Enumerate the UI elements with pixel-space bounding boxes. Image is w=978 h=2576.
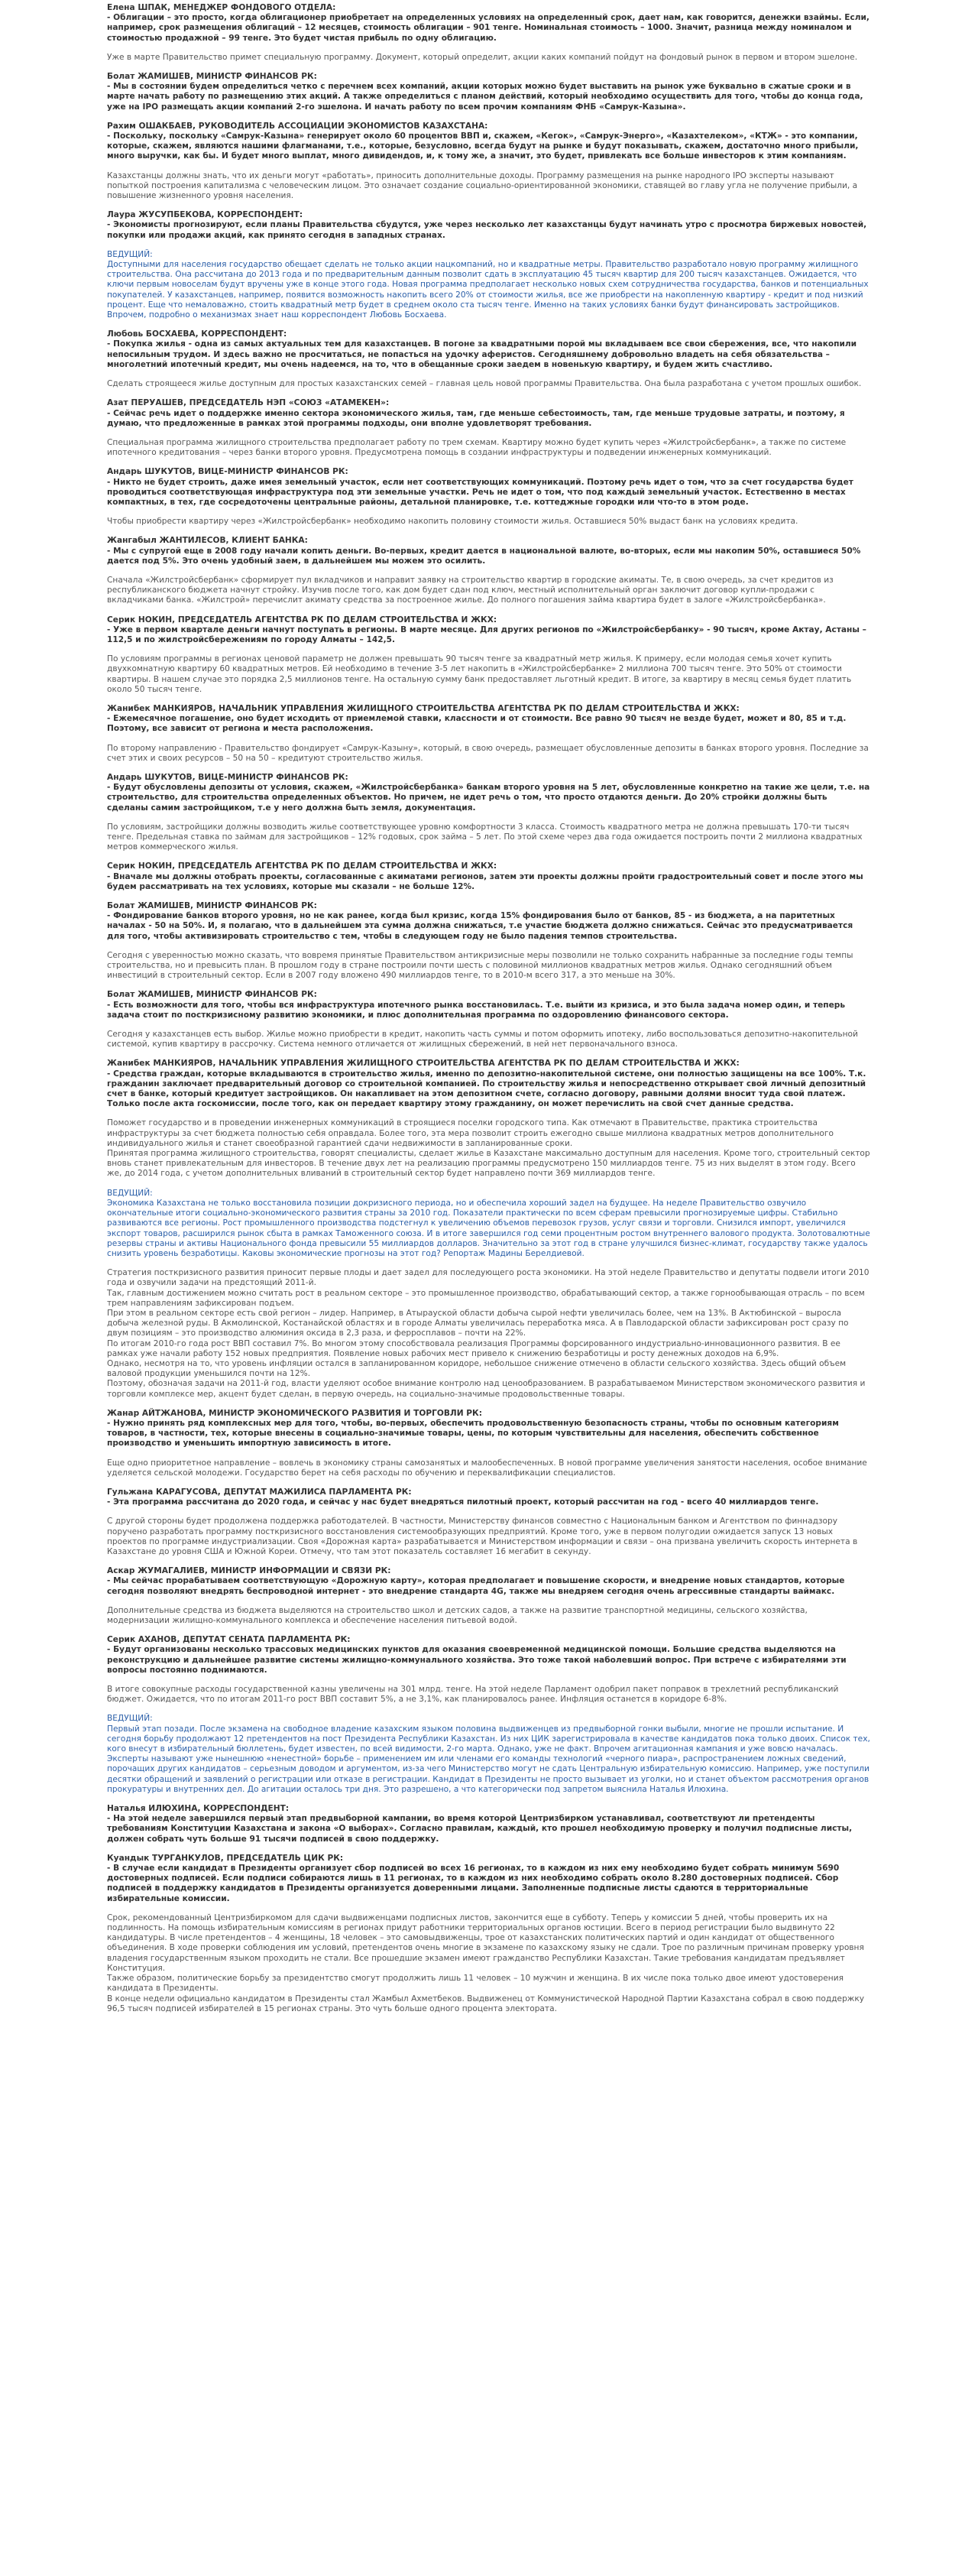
speaker-quote — [107, 467, 871, 508]
narration-paragraph — [107, 1685, 871, 1705]
speaker-name: Азат ПЕРУАШЕВ, ПРЕДСЕДАТЕЛЬ НЭП «СОЮЗ «АТАМЕКЕН»: — [107, 398, 390, 408]
quote-text: - На этой неделе завершился первый этап предвыборной кампании, во время которой Центризбирком устанавливал, соответствуют ли претенденты требованиям Конституции Казахстана и закона «О выборах». Согласно правилам, каждый, кто прошел необходимую проверку и получил подписные листы, должен собрать чуть больше 91 тысячи подписей в свою поддержку. — [107, 1814, 853, 1844]
speaker-name: Андарь ШУКУТОВ, ВИЦЕ-МИНИСТР ФИНАНСОВ РК: — [107, 467, 348, 477]
narration-paragraph — [107, 517, 871, 527]
anchor-label: ВЕДУЩИЙ: — [107, 1188, 153, 1198]
quote-text: - Средства граждан, которые вкладываются в строительство жилья, именно по депозитно-накопительной системе, они полностью защищены на все 100%. Т.к. гражданин заключает предварительный договор со строительной компанией. По строительству жилья и непосредственно открывает свой личный депозитный счет в банке, который кредитует застройщиков. Он накапливает на этом депозитном счете, согласно договору, равными долями вносит туда свой платеж. Только после акта госкомиссии, после того, как он передает квартиру этому гражданину, он может перечислить на свой счет данные средства. — [107, 1069, 866, 1109]
speaker-quote — [107, 1804, 871, 1844]
speaker-quote — [107, 398, 871, 429]
quote-text: - В случае если кандидат в Президенты организует сбор подписей во всех 16 регионах, то в каждом из них ему необходимо будет собрать минимум 5690 достоверных подписей. Если подписи собираются лишь в 11 регионах, то в каждом из них необходимо собрать около 8.280 достоверных подписей. Сбор подписей в поддержку кандидатов в Президенты организуется доверенными лицами. Заполненные подписные листы сдаются в территориальные избирательные комиссии. — [107, 1864, 840, 1903]
narration-paragraph — [107, 1517, 871, 1557]
quote-text: - Сейчас речь идет о поддержке именно сектора экономического жилья, там, где меньше себестоимость, там, где меньше трудовые затраты, и поэтому, я думаю, что предложенные в рамках этой программы подходы, они вполне удовлетворят требования. — [107, 408, 845, 428]
quote-text: - Есть возможности для того, чтобы вся инфраструктура ипотечного рынка восстановилась. Т.е. выйти из кризиса, и это была задача номер один, и теперь задача стоит по посткризисному развитию экономики, и плюс дополнительная программа по оздоровлению финансового сектора. — [107, 1000, 846, 1020]
narration-paragraph — [107, 1118, 871, 1179]
narration-paragraph — [107, 1606, 871, 1626]
narration-paragraph — [107, 576, 871, 606]
speaker-name: Лаура ЖУСУПБЕКОВА, КОРРЕСПОНДЕНТ: — [107, 210, 303, 220]
narration-paragraph — [107, 951, 871, 981]
narration-paragraph — [107, 1268, 871, 1400]
quote-text: - Уже в первом квартале деньги начнут поступать в регионы. В марте месяце. Для других регионов по «Жилстройсбербанку» - 90 тысяч, кроме Актау, Астаны – 112,5 и по жилстройсбережениям по городу Алматы – 142,5. — [107, 625, 866, 644]
paragraph-text: С другой стороны будет продолжена поддержка работодателей. В частности, Министерству финансов совместно с Национальным банком и Агентством по финнадзору поручено разработать программу посткризисного восстановления системообразующих предприятий. Кроме того, уже в первом полугодии ожидается запуск 13 новых проектов по программе индустриализации. Своя «Дорожная карта» разрабатывается и Министерством информации и связи – она призвана увеличить скорость интернета в Казахстане до уровня США и Южной Кореи. Отмечу, что там этот показатель составляет 16 мегабит в секунду. — [107, 1517, 858, 1556]
paragraph-text: Казахстанцы должны знать, что их деньги могут «работать», приносить дополнительные доходы. Программу размещения на рынке народного IPO эксперты называют попыткой построения капитализма с человеческим лицом. Это означает создание социально-ориентированной экономики, ставящей во главу угла не получение прибыли, а повышение жизненного уровня населения. — [107, 170, 858, 201]
quote-text: - Мы в состоянии будем определиться четко с перечнем всех компаний, акции которых можно будет выставить на рынок уже буквально в сжатые сроки и в марте начать работу по размещению этих акций. А также определиться с планом действий, который необходимо осуществить для того, чтобы до конца года, уже на IPO размещать акции компаний 2-го эшелона. И начать работу по всем прочим компаниям ФНБ «Самрук-Казына». — [107, 82, 863, 112]
narration-paragraph — [107, 654, 871, 695]
quote-text: - Покупка жилья - одна из самых актуальных тем для казахстанцев. В погоне за квадратными порой мы вкладываем все свои сбережения, все, что накопили непосильным трудом. И здесь важно не просчитаться, не попасться на удочку аферистов. Сегодняшнему добровольно владеть на себя обязательства – многолетний ипотечный кредит, мы очень надеемся, на то, что в обещанные сроки заедем в новенькую квартиру, и будем жить счастливо. — [107, 339, 857, 369]
transcript-page — [107, 0, 871, 2576]
narration-paragraph — [107, 744, 871, 764]
narration-paragraph — [107, 1458, 871, 1478]
anchor-text: Первый этап позади. После экзамена на свободное владение казахским языком половина выдвиженцев из предвыборной гонки выбыли, многие не прошли испытание. И сегодня борьбу продолжают 12 претендентов на пост Президента Республики Казахстан. Из них ЦИК зарегистрировала в качестве кандидатов пока только двоих. Список тех, кого внесут в избирательный бюллетень, будет известен, по всей видимости, 2-го марта. Однако, уже не факт. Впрочем агитационная кампания и уже вовсю началась. Эксперты называют уже нынешнюю «ненестной» борьбе – применением им или членами его команды технологий «черного пиара», распространением ложных сведений, порочащих других кандидатов – серьезным доводом и аргументом, из-за чего Министерство могут не сдать Центральную избирательную комиссию. Например, уже поступили десятки обращений и заявлений о регистрации или отказе в регистрации. Кандидат в Президенты не просто вызывает из уголки, но и станет объектом рассмотрения органов прокуратуры и внутренних дел. До агитации осталось три дня. Это разрешено, а что категорически под запретом выяснила Наталья Илюхина. — [107, 1724, 870, 1794]
quote-text: - Будут организованы несколько трассовых медицинских пунктов для оказания своевременной медицинской помощи. Большие средства выделяются на реконструкцию и дальнейшее развитие системы жилищно-коммунального хозяйства. Это тоже такой наболевший вопрос. При встрече с избирателями эти вопросы постоянно поднимаются. — [107, 1645, 847, 1675]
speaker-quote — [107, 615, 871, 646]
speaker-quote — [107, 1409, 871, 1449]
speaker-quote — [107, 210, 871, 241]
speaker-quote — [107, 1059, 871, 1109]
quote-text: - Будут обусловлены депозиты от условия, скажем, «Жилстройсбербанка» банкам второго уровня на 5 лет, обусловленные конкретно на такие же цели, т.е. на строительство, для строительства определенных объектов. Но причем, не идет речь о том, что просто отдаются деньги. До 20% стройки должны быть сделаны самим застройщиком, т.е у него должна быть земля, документация. — [107, 783, 870, 813]
paragraph-text: Сегодня у казахстанцев есть выбор. Жилье можно приобрести в кредит, накопить часть суммы и потом оформить ипотеку, либо воспользоваться депозитно-накопительной системой, купив квартиру в рассрочку. Система немного отличается от жилищных сбережений, в ней нет первоначального взноса. — [107, 1030, 858, 1050]
speaker-name: Серик НОКИН, ПРЕДСЕДАТЕЛЬ АГЕНТСТВА РК ПО ДЕЛАМ СТРОИТЕЛЬСТВА И ЖКХ: — [107, 861, 497, 871]
anchor-label: ВЕДУЩИЙ: — [107, 249, 153, 259]
speaker-quote — [107, 901, 871, 942]
narration-paragraph — [107, 438, 871, 458]
paragraph-text: Уже в марте Правительство примет специальную программу. Документ, который определит, акции каких компаний пойдут на фондовый рынок в первом и втором эшелоне. — [107, 52, 858, 62]
speaker-name: Куандык ТУРГАНКУЛОВ, ПРЕДСЕДАТЕЛЬ ЦИК РК: — [107, 1853, 344, 1863]
speaker-quote — [107, 536, 871, 566]
paragraph-text: Сделать строящееся жилье доступным для простых казахстанских семей – главная цель новой программы Правительства. Она была разработана с учетом прошлых ошибок. — [107, 379, 862, 389]
anchor-segment — [107, 1714, 871, 1795]
speaker-name: Болат ЖАМИШЕВ, МИНИСТР ФИНАНСОВ РК: — [107, 990, 317, 1000]
quote-text: - Ежемесячное погашение, оно будет исходить от приемлемой ставки, классности и от стоимости. Все равно 90 тысяч не везде будет, может и 80, 85 и т.д. Поэтому, все зависит от региона и места расположения. — [107, 714, 847, 734]
quote-text: - Никто не будет строить, даже имея земельный участок, если нет соответствующих коммуникаций. Поэтому речь идет о том, что за счет государства будет проводиться соответствующая инфраструктура под эти земельные участки. Речь не идет о том, что под каждый земельный участок. Естественно в местах компактных, в тех, где сосредоточены центральные районы, детальной планировке, т.е. коттеджные городки или что-то в этом роде. — [107, 477, 853, 507]
speaker-quote — [107, 704, 871, 735]
speaker-name: Рахим ОШАКБАЕВ, РУКОВОДИТЕЛЬ АССОЦИАЦИИ ЭКОНОМИСТОВ КАЗАХСТАНА: — [107, 121, 488, 131]
paragraph-text: Сегодня с уверенностью можно сказать, что вовремя принятые Правительством антикризисные меры позволили не только сохранить набранные за последние годы темпы строительства, но и превысить план. В прошлом году в стране построили почти шесть с половиной миллионов квадратных метров жилья. Однако сегодняшний объем инвестиций в строительный сектор. Если в 2007 году вложено 490 миллиардов тенге, то в 2010-м всего 317, а это меньше на 30%. — [107, 950, 853, 981]
narration-paragraph — [107, 379, 871, 389]
quote-text: - Мы сейчас прорабатываем соответствующую «Дорожную карту», которая предполагает и повышение скорости, и внедрение новых стандартов, которые сегодня позволяют внедрять беспроводной интернет - это внедрение стандарта 4G, также мы внедряем сегодня очень агрессивные стандарты ваймакс. — [107, 1576, 845, 1596]
speaker-name: Гульжана КАРАГУСОВА, ДЕПУТАТ МАЖИЛИСА ПАРЛАМЕНТА РК: — [107, 1487, 412, 1497]
speaker-name: Серик НОКИН, ПРЕДСЕДАТЕЛЬ АГЕНТСТВА РК ПО ДЕЛАМ СТРОИТЕЛЬСТВА И ЖКХ: — [107, 615, 497, 625]
speaker-quote — [107, 329, 871, 370]
narration-paragraph — [107, 1030, 871, 1050]
anchor-segment — [107, 250, 871, 320]
paragraph-text: В итоге совокупные расходы государственной казны увеличены на 301 млрд. тенге. На этой неделе Парламент одобрил пакет поправок в трехлетний республиканский бюджет. Ожидается, что по итогам 2011-го рост ВВП составит 5%, а не 3,1%, как планировалось ранее. Инфляция останется в коридоре 6-8%. — [107, 1685, 839, 1705]
quote-text: - Фондирование банков второго уровня, но не как ранее, когда был кризис, когда 15% фондирования было от банков, 85 - из бюджета, а на паритетных началах - 50 на 50%. И, я полагаю, что в дальнейшем эта сумма должна снижаться, т.е участие бюджета должно снижаться. Сейчас это предусматривается для того, чтобы активизировать строительство с тем, чтобы в следующем году не было падения темпов строительства. — [107, 911, 853, 941]
narration-paragraph — [107, 53, 871, 63]
paragraph-text: По условиям программы в регионах ценовой параметр не должен превышать 90 тысяч тенге за квадратный метр жилья. К примеру, если молодая семья хочет купить двухкомнатную квартиру 60 квадратных метров. Ей необходимо в течение 3-5 лет накопить в «Жилстройсбербанке» 2 миллиона 700 тысяч тенге. Это 50% от стоимости квартиры. В нашем случае это порядка 2,5 миллионов тенге. На остальную сумму банк предоставляет льготный кредит. В итоге, за квартиру в месяц семья будет платить около 50 тысяч тенге. — [107, 654, 852, 694]
speaker-quote — [107, 773, 871, 813]
anchor-text: Экономика Казахстана не только восстановила позиции докризисного периода, но и обеспечила хороший задел на будущее. На неделе Правительство озвучило окончательные итоги социально-экономического развития страны за 2010 год. Показатели практически по всем сферам превысили прогнозируемые цифры. Стабильно развиваются все регионы. Рост промышленного производства подстегнул к увеличению объемов перевозок грузов, услуг связи и торговли. Снизился импорт, увеличился экспорт товаров, расширился рынок сбыта в рамках Таможенного союза. И в итоге завершился год семи процентным ростом внутреннего валового продукта. Золотовалютные резервы страны и активы Национального фонда превысили 55 миллиардов долларов. Значительно за этот год в стране улучшился бизнес-климат, государству также удалось снизить уровень безработицы. Каковы экономические прогнозы на этот год? Репортаж Мадины Берелдиевой. — [107, 1198, 870, 1258]
speaker-name: Болат ЖАМИШЕВ, МИНИСТР ФИНАНСОВ РК: — [107, 72, 317, 82]
speaker-quote — [107, 3, 871, 44]
quote-text: - Облигации – это просто, когда облигационер приобретает на определенных условиях на определенный срок, дает нам, как говорится, денежки взаймы. Если, например, срок размещения облигаций – 12 месяцев, стоимость облигации – 901 тенге. Номинальная стоимость – 1000. Значит, разница между номиналом и стоимостью продажной – 99 тенге. Это будет чистая прибыль по одну облигацию. — [107, 13, 870, 43]
quote-text: - Эта программа рассчитана до 2020 года, и сейчас у нас будет внедряться пилотный проект, который рассчитан на год - всего 40 миллиардов тенге. — [107, 1497, 819, 1507]
speaker-name: Аскар ЖУМАГАЛИЕВ, МИНИСТР ИНФОРМАЦИИ И СВЯЗИ РК: — [107, 1566, 391, 1576]
speaker-quote — [107, 1488, 871, 1507]
quote-text: - Нужно принять ряд комплексных мер для того, чтобы, во-первых, обеспечить продовольственную безопасность страны, чтобы по основным категориям товаров, в частности, тех, которые внесены в социально-значимые товары, цены, по которым чувствительны для населения, обеспечить собственное производство и уменьшить импортную зависимость в итоге. — [107, 1418, 839, 1449]
narration-paragraph — [107, 1913, 871, 2014]
speaker-name: Любовь БОСХАЕВА, КОРРЕСПОНДЕНТ: — [107, 329, 287, 339]
narration-paragraph — [107, 171, 871, 202]
narration-paragraph — [107, 822, 871, 853]
speaker-name: Елена ШПАК, МЕНЕДЖЕР ФОНДОВОГО ОТДЕЛА: — [107, 3, 336, 12]
speaker-name: Жангабыл ЖАНТИЛЕСОВ, КЛИЕНТ БАНКА: — [107, 536, 308, 546]
speaker-quote — [107, 1854, 871, 1904]
paragraph-text: По условиям, застройщики должны возводить жилье соответствующее уровню комфортности 3 класса. Стоимость квадратного метра не должна превышать 170-ти тысяч тенге. Предельная ставка по займам для застройщиков – 12% годовых, срок займа – 5 лет. По этой схеме через два года ожидается построить почти 2 миллиона квадратных метров коммерческого жилья. — [107, 822, 863, 852]
speaker-name: Андарь ШУКУТОВ, ВИЦЕ-МИНИСТР ФИНАНСОВ РК: — [107, 772, 348, 782]
speaker-name: Серик АХАНОВ, ДЕПУТАТ СЕНАТА ПАРЛАМЕНТА РК: — [107, 1635, 351, 1645]
paragraph-text: Специальная программа жилищного строительства предполагает работу по трем схемам. Квартиру можно будет купить через «Жилстройсбербанк», а также по системе ипотечного кредитования – через банки второго уровня. Предусмотрена помощь в создании инфраструктуры и подведении инженерных коммуникаций. — [107, 437, 847, 458]
paragraph-text: Стратегия посткризисного развития приносит первые плоды и дает задел для последующего роста экономики. На этой неделе Правительство и депутаты подвели итоги 2010 года и озвучили задачи на предстоящий 2011-й. Так, главным достижением можно считать рост в реальном секторе – это промышленное производство, обрабатывающий сектор, а также горнообывающая отрасль – по всем трем направлениям зафиксирован подъем. При этом в реальном секторе есть свой регион – лидер. Например, в Атырауской области добыча сырой нефти увеличилась более, чем на 13%. В Актюбинской – выросла добыча железной руды. В Акмолинской, Костанайской областях и в городе Алматы увеличилась переработка мяса. А в Павлодарской области зафиксирован рост сразу по двум позициям – это производство алюминия оксида в 2,3 раза, и ферросплавов – почти на 22%. По итогам 2010-го года рост ВВП составил 7%. Во многом этому способствовала реализация Программы форсированного индустриально-инновационного развития. В ее рамках уже начали работу 152 новых предприятия. Появление новых рабочих мест привело к снижению безработицы и росту денежных доходов на 6,9%. Однако, несмотря на то, что уровень инфляции остался в запланированном коридоре, небольшое снижение отмечено в области сельского хозяйства. Здесь общий объем валовой продукции уменьшился почти на 12%. Поэтому, обозначая задачи на 2011-й год, власти уделяют особое внимание контролю над ценообразованием. В разрабатываемом Министерством экономического развития и торговли комплексе мер, акцент будет сделан, в первую очередь, на социально-значимые продовольственные товары. — [107, 1268, 870, 1399]
paragraph-text: Чтобы приобрести квартиру через «Жилстройсбербанк» необходимо накопить половину стоимости жилья. Оставшиеся 50% выдаст банк на условиях кредита. — [107, 517, 798, 527]
paragraph-text: По второму направлению - Правительство фондирует «Самрук-Казыну», который, в свою очередь, размещает обусловленные депозиты в банках второго уровня. Последние за счет этих и своих ресурсов – 50 на 50 – кредитуют строительство жилья. — [107, 743, 869, 763]
quote-text: - Экономисты прогнозируют, если планы Правительства сбудутся, уже через несколько лет казахстанцы будут начинать утро с просмотра биржевых новостей, покупки или продажи акций, как принято сегодня в западных странах. — [107, 220, 867, 240]
anchor-text: Доступными для населения государство обещает сделать не только акции нацкомпаний, но и квадратные метры. Правительство разработало новую программу жилищного строительства. Она рассчитана до 2013 года и по предварительным данным позволит сдать в эксплуатацию 45 тысяч квартир для 200 тысяч казахстанцев. Ожидается, что ключи первым новоселам будут вручены уже в конце этого года. Новая программа предполагает несколько новых схем сотрудничества государства, банков и потенциальных покупателей. У казахстанцев, например, появится возможность накопить всего 20% от стоимости жилья, все же приобрести на накопленную квартиру - кредит и под низкий процент. Еще что немаловажно, стоить квадратный метр будет в среднем около ста тысяч тенге. Именно на таких условиях банки будут финансировать застройщиков. Впрочем, подробно о механизмах знает наш корреспондент Любовь Босхаева. — [107, 260, 869, 320]
speaker-quote — [107, 990, 871, 1020]
paragraph-text: Сначала «Жилстройсбербанк» сформирует пул вкладчиков и направит заявку на строительство квартир в городские акиматы. Те, в свою очередь, за счет кредитов из республиканского бюджета начнут стройку. Изучив после того, как дом будет сдан под ключ, местный исполнительный орган заключит договор купли-продажи с вкладчиками банка. «Жилстрой» перечислит акимату средства за построенное жилье. До полного погашения займа квартира будет в залоге «Жилстройсбербанка». — [107, 575, 834, 605]
speaker-name: Наталья ИЛЮХИНА, КОРРЕСПОНДЕНТ: — [107, 1804, 290, 1814]
paragraph-text: Дополнительные средства из бюджета выделяются на строительство школ и детских садов, а также на развитие транспортной медицины, сельского хозяйства, модернизации жилищно-коммунального комплекса и обеспечение населения питьевой водой. — [107, 1605, 808, 1625]
speaker-quote — [107, 1566, 871, 1597]
speaker-name: Жанибек МАНКИЯРОВ, НАЧАЛЬНИК УПРАВЛЕНИЯ ЖИЛИЩНОГО СТРОИТЕЛЬСТВА АГЕНТСТВА РК ПО ДЕЛАМ СТРОИТЕЛЬСТВА И ЖКХ: — [107, 1059, 740, 1069]
speaker-name: Жанибек МАНКИЯРОВ, НАЧАЛЬНИК УПРАВЛЕНИЯ ЖИЛИЩНОГО СТРОИТЕЛЬСТВА АГЕНТСТВА РК ПО ДЕЛАМ СТРОИТЕЛЬСТВА И ЖКХ: — [107, 703, 740, 713]
anchor-segment — [107, 1189, 871, 1259]
speaker-quote — [107, 861, 871, 892]
speaker-quote — [107, 122, 871, 162]
speaker-name: Болат ЖАМИШЕВ, МИНИСТР ФИНАНСОВ РК: — [107, 901, 317, 911]
anchor-label: ВЕДУЩИЙ: — [107, 1714, 153, 1724]
quote-text: - Вначале мы должны отобрать проекты, согласованные с акиматами регионов, затем эти проекты должны пройти градостроительный совет и после этого мы будем рассматривать на тех условиях, которые мы сказали – не больше 12%. — [107, 871, 863, 891]
quote-text: - Мы с супругой еще в 2008 году начали копить деньги. Во-первых, кредит дается в национальной валюте, во-вторых, если мы накопим 50%, оставшиеся 50% дается под 5%. Это очень удобный заем, в дальнейшем мы можем это осилить. — [107, 546, 861, 566]
speaker-name: Жанар АЙТЖАНОВА, МИНИСТР ЭКОНОМИЧЕСКОГО РАЗВИТИЯ И ТОРГОВЛИ РК: — [107, 1408, 482, 1418]
speaker-quote — [107, 72, 871, 112]
speaker-quote — [107, 1635, 871, 1676]
paragraph-text: Поможет государство и в проведении инженерных коммуникаций в строящиеся поселки городского типа. Как отмечают в Правительстве, практика строительства инфраструктуры за счет бюджета полностью себя оправдала. Более того, эта мера позволит строить ежегодно свыше миллиона квадратных метров дополнительного индивидуального жилья и станет своеобразной гарантией сдачи недвижимости в запланированные сроки. Принятая программа жилищного строительства, говорят специалисты, сделает жилье в Казахстане максимально доступным для населения. Кроме того, строительный сектор вновь станет привлекательным для инвесторов. В течение двух лет на реализацию программы предусмотрено 150 миллиардов тенге. 75 из них выделят в этом году. Всего же, до 2014 года, с учетом дополнительных вливаний в строительный сектор будет направлено почти 369 миллиардов тенге. — [107, 1118, 870, 1179]
paragraph-text: Срок, рекомендованный Центризбиркомом для сдачи выдвиженцами подписных листов, закончится еще в субботу. Теперь у комиссии 5 дней, чтобы проверить их на подлинность. На помощь избирательным комиссиям в регионах придут работники территориальных органов юстиции. Всего в период регистрации было выдвинуто 22 кандидатуры. В числе претендентов – 4 женщины, 18 человек – это самовыдвиженцы, трое от казахстанских политических партий и один кандидат от общественного объединения. В ходе проверки соблюдения им условий, претендентов очень многие в экзамене по казахскому языку не сдали. Трое по различным причинам проверку уровня владения государственным языком проходить не стали. Все прошедшие экзамен имеют гражданство Республики Казахстан. Такие требования кандидатам предъявляет Конституция. Также образом, политические борьбу за президентство смогут продолжить лишь 11 человек – 10 мужчин и женщина. В их числе пока только двое имеют удостоверения кандидата в Президенты. В конце недели официально кандидатом в Президенты стал Жамбыл Ахметбеков. Выдвиженец от Коммунистической Народной Партии Казахстана собрал в свою поддержку 96,5 тысяч подписей избирателей в 15 регионах страны. Это чуть больше одного процента электората. — [107, 1913, 865, 2013]
quote-text: - Поскольку, поскольку «Самрук-Казына» генерирует около 60 процентов ВВП и, скажем, «Кегок», «Самрук-Энерго», «Казахтелеком», «КТЖ» - это компании, которые, скажем, являются нашими флагманами, т.е., которые, безусловно, всегда будут на рынке и будут показывать, скажем, достаточно много прибыли, много выручки, как бы. И будет много выплат, много дивидендов, и, к тому же, а значит, это будет, привлекать все больше инвесторов к этим компаниям. — [107, 131, 859, 161]
paragraph-text: Еще одно приоритетное направление – вовлечь в экономику страны самозанятых и малообеспеченных. В новой программе увеличения занятости населения, особое внимание уделяется сельской молодежи. Государство берет на себя расходы по обучению и переквалификации специалистов. — [107, 1458, 867, 1478]
